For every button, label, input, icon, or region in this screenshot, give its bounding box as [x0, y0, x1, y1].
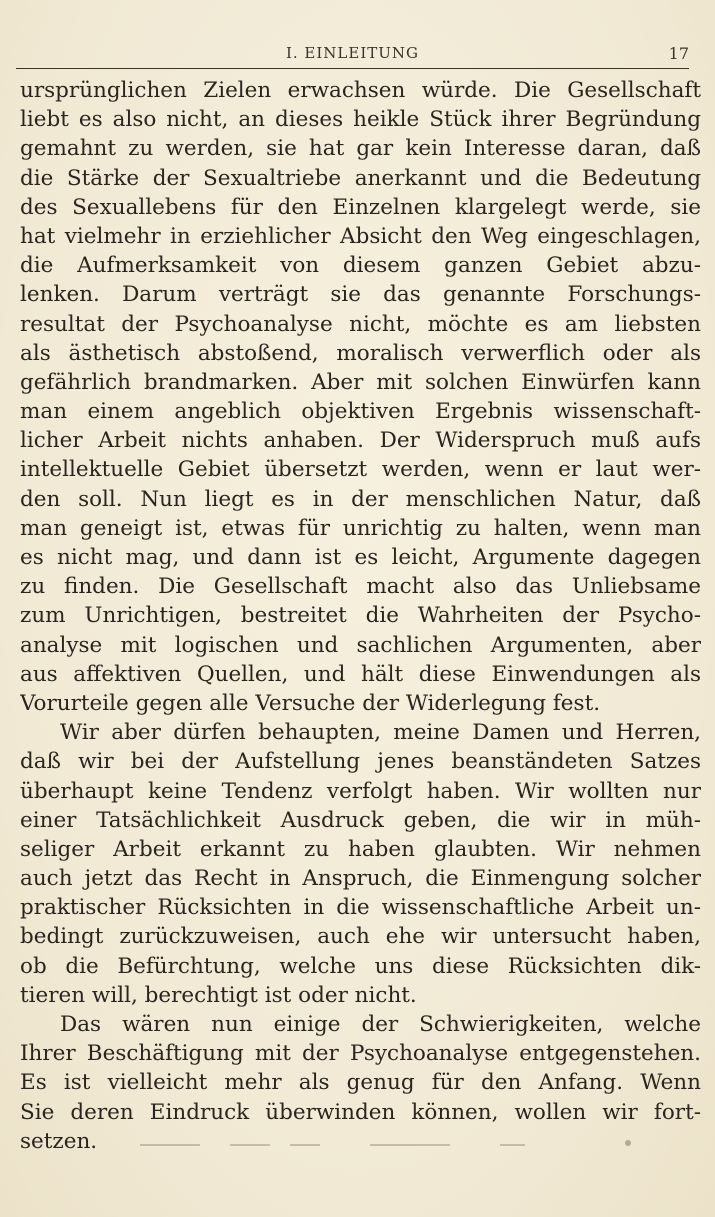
text-line: Vorurteile gegen alle Versuche der Widerlegung fest. [20, 690, 601, 716]
chapter-title: I. EINLEITUNG [285, 44, 420, 62]
text-line: gemahnt zu werden, sie hat gar kein Interesse daran, daß [20, 136, 701, 162]
text-line: seliger Arbeit erkannt zu haben glaubten. Wir nehmen [20, 836, 701, 862]
text-line: des Sexuallebens für den Einzelnen klargelegt werde, sie [20, 194, 701, 220]
text-line: es nicht mag, und dann ist es leicht, Argumente dagegen [20, 545, 701, 570]
smudge-mark [500, 1144, 525, 1146]
text-line: analyse mit logischen und sachlichen Argumenten, aber [20, 632, 701, 658]
smudge-mark [230, 1144, 270, 1146]
text-line: Sie deren Eindruck überwinden können, wollen wir fort- [20, 1099, 701, 1125]
smudge-mark [370, 1144, 450, 1146]
text-line: licher Arbeit nichts anhaben. Der Widerspruch muß aufs [20, 428, 701, 454]
text-line: hat vielmehr in erziehlicher Absicht den Weg eingeschlagen, [20, 223, 701, 249]
text-line: lenken. Darum verträgt sie das genannte Forschungs- [20, 282, 701, 308]
running-header [16, 40, 689, 69]
text-line: die Aufmerksamkeit von diesem ganzen Gebiet abzu- [20, 253, 701, 279]
text-line: man einem angeblich objektiven Ergebnis wissenschaft- [20, 399, 701, 425]
text-line: Es ist vielleicht mehr als genug für den Anfang. Wenn [20, 1070, 701, 1096]
text-line: einer Tatsächlichkeit Ausdruck geben, die wir in müh- [20, 807, 701, 833]
text-line: zu finden. Die Gesellschaft macht also das Unliebsame [20, 574, 701, 600]
smudge-mark [140, 1144, 200, 1146]
text-line: die Stärke der Sexualtriebe anerkannt und die Bedeutung [20, 165, 701, 191]
text-line: ob die Befürchtung, welche uns diese Rücksichten dik- [20, 953, 701, 979]
text-line: man geneigt ist, etwas für unrichtig zu halten, wenn man [20, 515, 701, 541]
text-line: Ihrer Beschäftigung mit der Psychoanalyse entgegenstehen. [20, 1041, 701, 1067]
text-line: als ästhetisch abstoßend, moralisch verwerflich oder als [20, 340, 701, 366]
text-line: aus affektiven Quellen, und hält diese Einwendungen als [20, 661, 701, 687]
text-line: intellektuelle Gebiet übersetzt werden, wenn er laut wer- [20, 457, 701, 483]
text-line: überhaupt keine Tendenz verfolgt haben. Wir wollten nur [20, 778, 701, 804]
smudge-dot [625, 1140, 631, 1146]
text-line: bedingt zurückzuweisen, auch ehe wir untersucht haben, [20, 924, 701, 950]
text-line: daß wir bei der Aufstellung jenes beanständeten Satzes [20, 749, 701, 775]
text-line: gefährlich brandmarken. Aber mit solchen Einwürfen kann [20, 369, 701, 395]
text-line: liebt es also nicht, an dieses heikle Stück ihrer Begründung [20, 107, 701, 133]
text-line: zum Unrichtigen, bestreitet die Wahrheiten der Psycho- [20, 603, 701, 629]
text-line: praktischer Rücksichten in die wissenschaftliche Arbeit un- [20, 895, 701, 921]
smudge-mark [290, 1144, 320, 1146]
text-line: tieren will, berechtigt ist oder nicht. [20, 982, 417, 1008]
text-line: ursprünglichen Zielen erwachsen würde. Die Gesellschaft [20, 78, 701, 103]
print-smudges [140, 1140, 640, 1152]
text-line: auch jetzt das Recht in Anspruch, die Einmengung solcher [20, 866, 701, 892]
body-text [20, 76, 701, 1156]
page-number: 17 [668, 44, 689, 63]
text-line: Wir aber dürfen behaupten, meine Damen und Herren, [60, 720, 701, 746]
text-line: den soll. Nun liegt es in der menschlichen Natur, daß [20, 486, 701, 512]
text-line: Das wären nun einige der Schwierigkeiten, welche [60, 1012, 701, 1037]
text-line: setzen. [20, 1128, 98, 1154]
text-line: resultat der Psychoanalyse nicht, möchte es am liebsten [20, 311, 701, 337]
